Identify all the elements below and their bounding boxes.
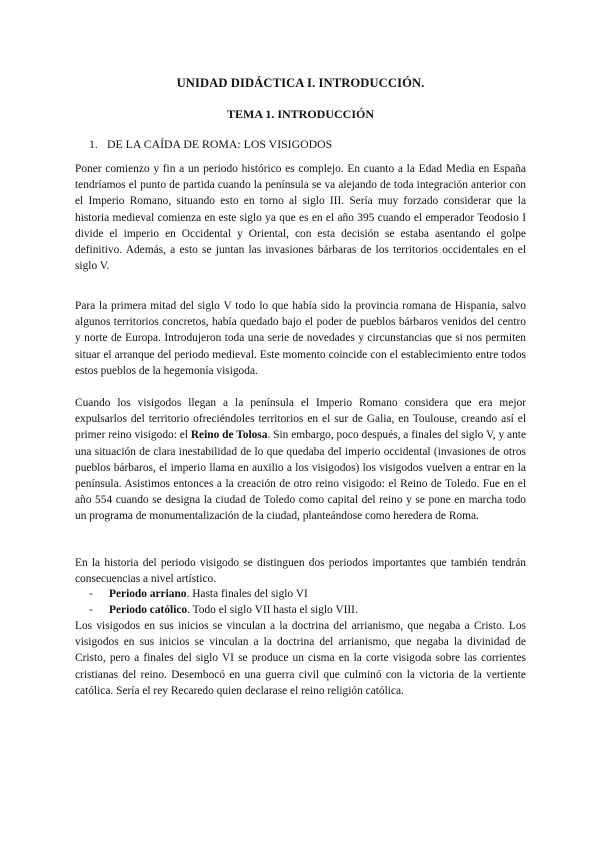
bullet-bold: Periodo arriano bbox=[109, 588, 187, 600]
paragraph-3-start: Cuando los visigodos llegan a la península el Imperio Romano considera que era mejor expulsarlos del territorio ofreciéndoles territorios en el sur de Galia, en Toulouse, creando así el primer reino visigodo: el bbox=[75, 397, 526, 442]
paragraph-3 bbox=[75, 395, 526, 525]
section-title: DE LA CAÍDA DE ROMA: LOS VISIGODOS bbox=[107, 137, 333, 151]
bullet-dash: - bbox=[89, 604, 93, 616]
unit-title: UNIDAD DIDÁCTICA I. INTRODUCCIÓN. bbox=[176, 76, 425, 90]
section-heading bbox=[89, 137, 332, 152]
bullet-text: . Todo el siglo VII hasta el siglo VIII. bbox=[187, 604, 358, 616]
paragraph-2: Para la primera mitad del siglo V todo lo que había sido la provincia romana de Hispania, salvo algunos territorios concretos, había quedado bajo el poder de pueblos bárbaros venidos del centro y norte de Europa. Introdujeron toda una serie de novedades y circunstancias que si nos permiten situar el arranque del periodo medieval. Este momento coincide con el establecimiento entre todos estos pueblos de la hegemonía visigoda. bbox=[75, 300, 526, 377]
bullet-bold: Periodo católico bbox=[109, 604, 188, 616]
section-number: 1. bbox=[89, 137, 98, 151]
paragraph-3-end: . Sin embargo, poco después, a finales del siglo V, y ante una situación de clara inestabilidad de lo que quedaba del imperio occidental (invasiones de otros pueblos bárbaros, el imperio llama en auxilio a los visigodos) los visigodos vuelven a entrar en la península. Asistimos entonces a la creación de otro reino visigodo: el Reino de Toledo. Fue en el año 554 cuando se designa la ciudad de Toledo como capital del reino y se pone en marcha todo un programa de monumentalización de la ciudad, planteándose como heredera de Roma. bbox=[75, 429, 527, 523]
topic-title: TEMA 1. INTRODUCCIÓN bbox=[226, 107, 374, 121]
bullet-item bbox=[89, 602, 358, 618]
paragraph-3-bold: Reino de Tolosa bbox=[190, 429, 268, 442]
paragraph-5: Los visigodos en sus inicios se vinculan a la doctrina del arrianismo, que negaba a Cristo. Los visigodos en sus inicios se vinculan a la doctrina del arrianismo, que negaba la divinidad de Cristo, pero a finales del siglo VI se produce un cisma en la corte visigoda sobre las corrientes cristianas del reino. Desembocó en una guerra civil que culminó con la victoria de la vertiente católica. Sería el rey Recaredo quien declarase el reino religión católica. bbox=[75, 620, 526, 697]
paragraph-1: Poner comienzo y fin a un periodo histórico es complejo. En cuanto a la Edad Media en España tendríamos el punto de partida cuando la península se va alejando de toda integración anterior con el Imperio Romano, situando esto en torno al siglo III. Sería muy forzado considerar que la historia medieval comienza en este siglo ya que es en el año 395 cuando el emperador Teodosio I divide el imperio en Occidental y Oriental, con esta decisión se estaba asentando el golpe definitivo. Además, a esto se juntan las invasiones bárbaras de los territorios occidentales en el siglo V. bbox=[75, 163, 526, 273]
bullet-dash: - bbox=[89, 588, 93, 600]
bullet-item bbox=[89, 586, 308, 602]
bullet-text: . Hasta finales del siglo VI bbox=[186, 588, 308, 600]
paragraph-4: En la historia del periodo visigodo se distinguen dos periodos importantes que también tendrán consecuencias a nivel artístico. bbox=[75, 557, 526, 586]
